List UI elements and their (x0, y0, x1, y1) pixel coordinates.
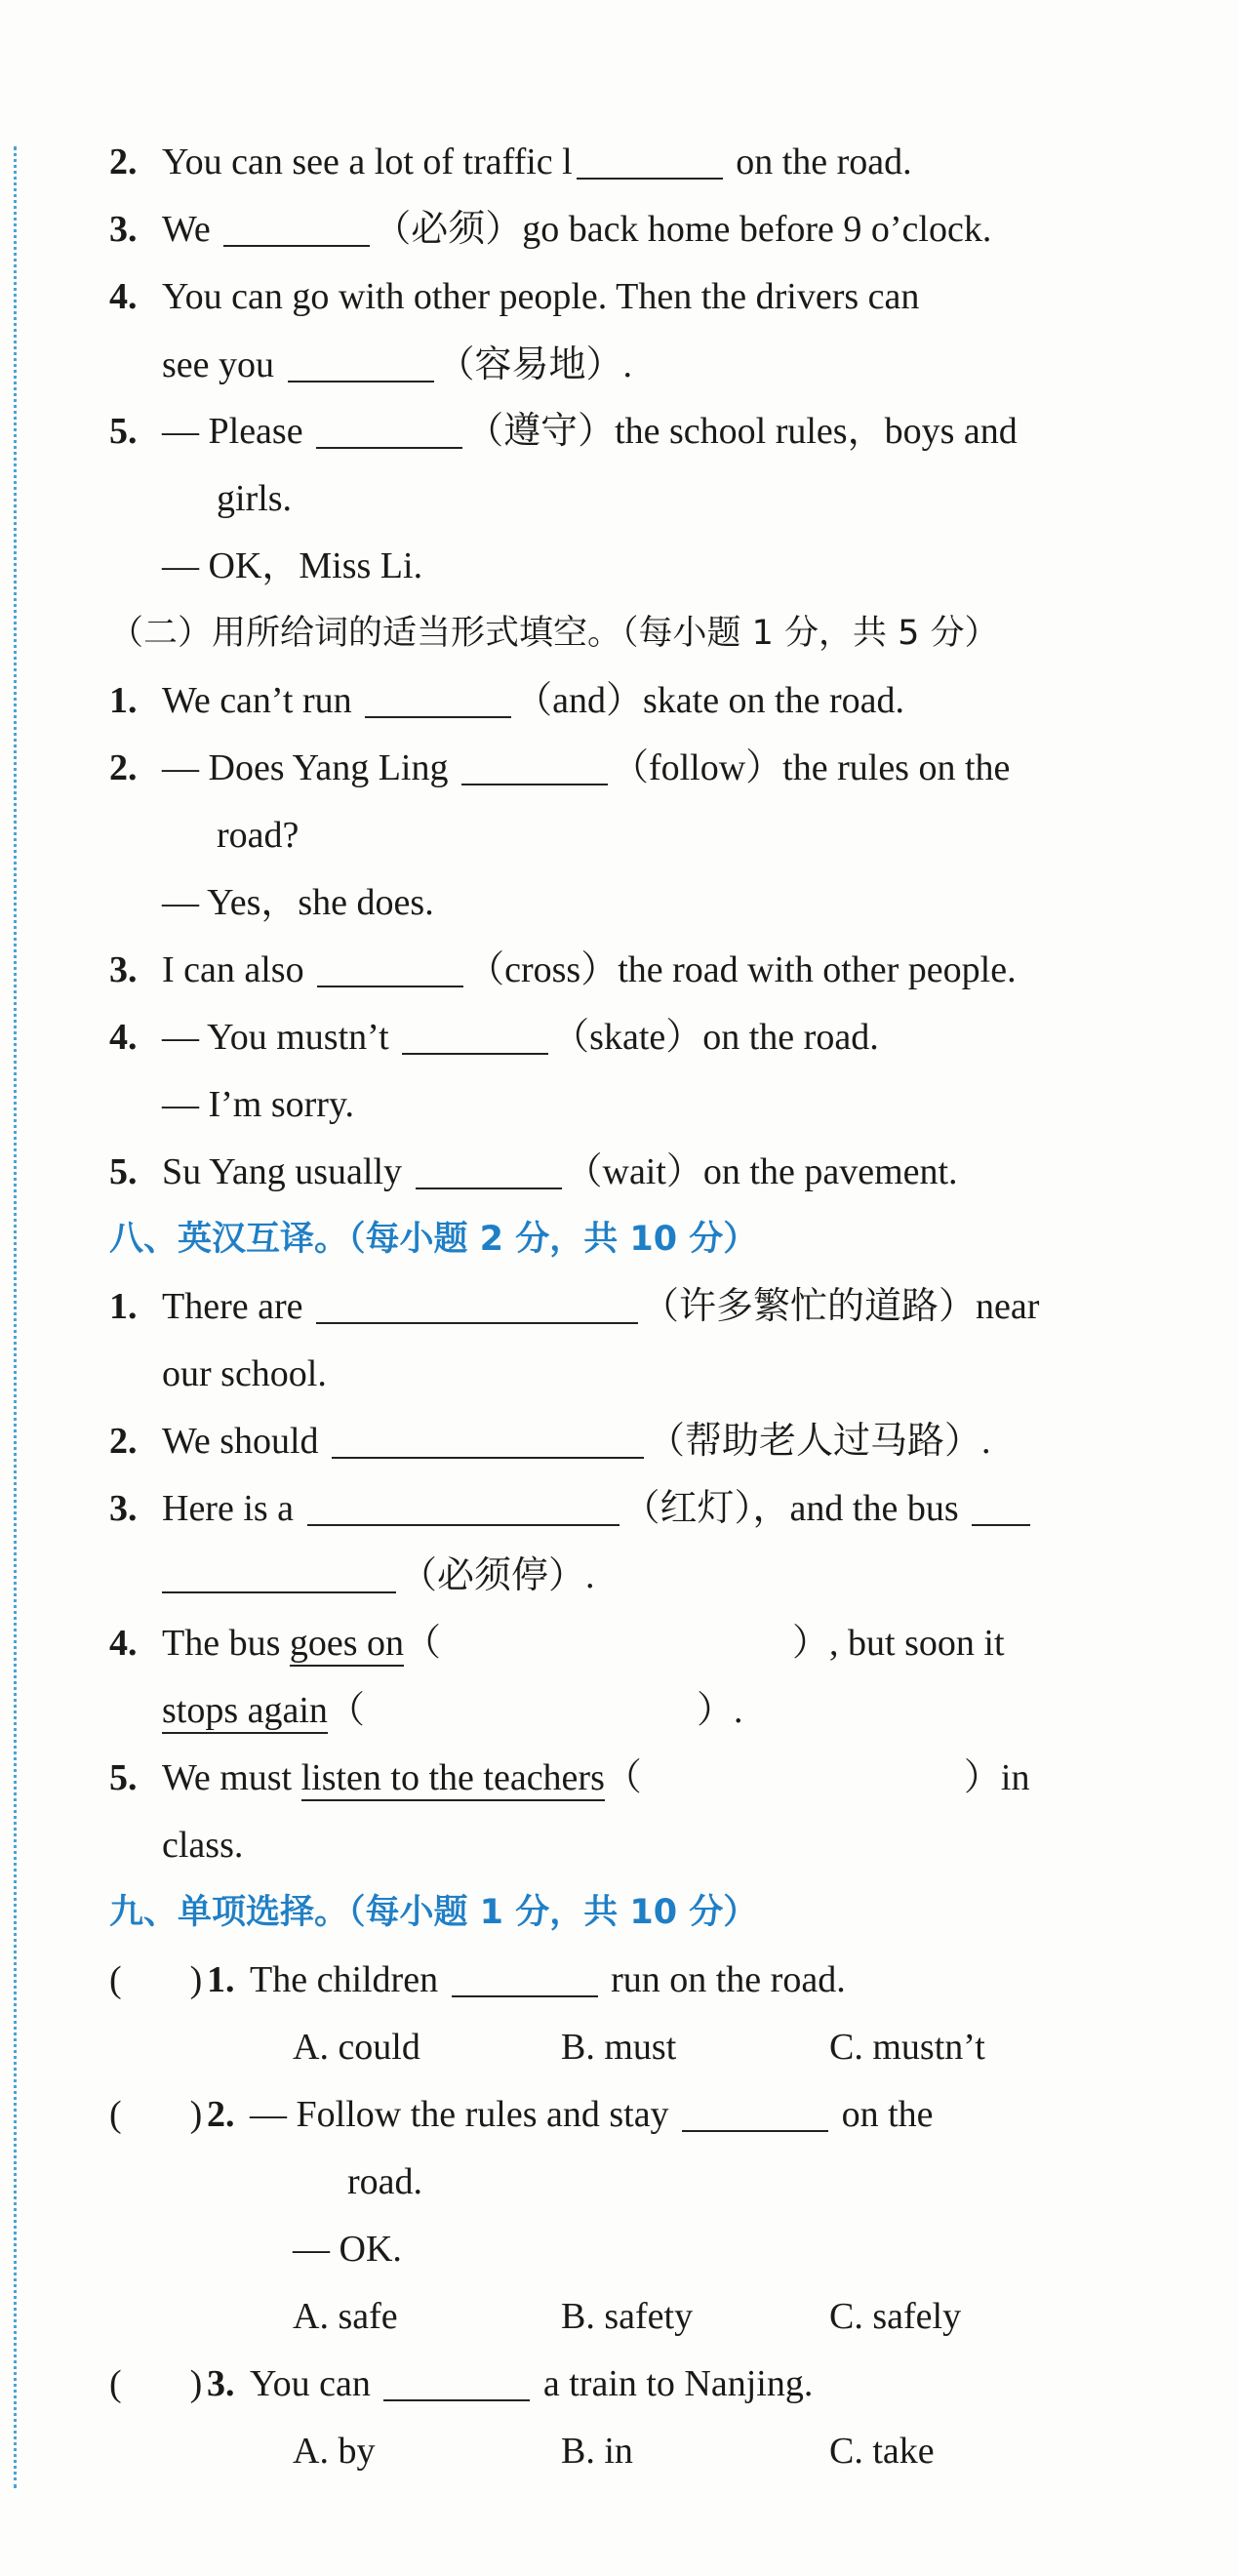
question-b3: 3. I can also （cross）the road with other people. (109, 949, 1017, 990)
option-b[interactable]: B. in (561, 2431, 633, 2472)
option-b[interactable]: B. must (561, 2027, 677, 2068)
question-b1: 1. We can’t run （and）skate on the road. (109, 680, 904, 721)
question-a5-line3: — OK，Miss Li. (162, 545, 423, 586)
question-9-2: ( ) 2. — Follow the rules and stay on the (109, 2089, 934, 2140)
option-c[interactable]: C. take (829, 2431, 935, 2472)
section-heading-translation: 八、英汉互译。（每小题 2 分，共 10 分） (109, 1220, 758, 1259)
question-8-1: 1. There are （许多繁忙的道路）near (109, 1286, 1040, 1327)
answer-blank[interactable] (288, 343, 434, 382)
question-9-2-line2: road. (347, 2161, 423, 2202)
answer-blank[interactable] (317, 948, 463, 987)
question-a2: 2. You can see a lot of traffic l on the road. (109, 141, 912, 182)
answer-blank[interactable] (316, 1285, 638, 1324)
question-a5: 5. — Please （遵守）the school rules，boys and (109, 411, 1018, 452)
question-9-3-options (293, 2426, 1098, 2476)
answer-paren[interactable]: ( ) (109, 2363, 203, 2404)
binding-margin-line (14, 146, 17, 2488)
section-heading-multiple-choice: 九、单项选择。（每小题 1 分，共 10 分） (109, 1893, 758, 1932)
answer-blank[interactable] (461, 746, 608, 785)
question-8-5: 5. We must listen to the teachers（ ）in (109, 1752, 1029, 1803)
answer-blank[interactable] (316, 410, 462, 449)
question-9-1: ( ) 1. The children run on the road. (109, 1954, 846, 2005)
option-a[interactable]: A. by (293, 2431, 376, 2472)
question-9-3: ( ) 3. You can a train to Nanjing. (109, 2358, 813, 2409)
option-a[interactable]: A. safe (293, 2296, 398, 2337)
question-8-1-line2: our school. (162, 1353, 327, 1394)
section-heading-fill-form: （二）用所给词的适当形式填空。（每小题 1 分，共 5 分） (109, 614, 999, 653)
answer-blank[interactable] (452, 1958, 598, 1997)
option-a[interactable]: A. could (293, 2027, 420, 2068)
answer-paren[interactable]: ( ) (109, 2094, 203, 2135)
answer-blank[interactable] (972, 1487, 1030, 1526)
option-b[interactable]: B. safety (561, 2296, 694, 2337)
question-b2-line3: — Yes，she does. (162, 882, 434, 923)
question-b4: 4. — You mustn’t （skate）on the road. (109, 1017, 879, 1058)
answer-blank[interactable] (682, 2093, 828, 2132)
answer-blank[interactable] (223, 208, 370, 247)
question-b5: 5. Su Yang usually （wait）on the pavement. (109, 1151, 958, 1192)
question-8-2: 2. We should （帮助老人过马路）. (109, 1421, 991, 1462)
question-a5-line2: girls. (217, 478, 293, 519)
question-a4-line2: see you （容易地）. (162, 344, 633, 385)
question-8-5-line2: class. (162, 1825, 244, 1866)
question-9-2-options (293, 2291, 1098, 2342)
question-8-3-line2: （必须停）. (162, 1550, 595, 1601)
answer-blank[interactable] (332, 1420, 644, 1459)
question-8-3: 3. Here is a （红灯），and the bus (109, 1483, 1034, 1534)
question-8-4: 4. The bus goes on（ ）, but soon it (109, 1618, 1005, 1669)
question-b4-line2: — I’m sorry. (162, 1084, 354, 1125)
question-9-2-line3: — OK. (293, 2229, 402, 2270)
answer-blank[interactable] (383, 2362, 530, 2401)
question-a3: 3. We （必须）go back home before 9 o’clock. (109, 209, 992, 250)
question-8-4-line2: stops again（ ）. (162, 1685, 742, 1736)
answer-paren[interactable]: ( ) (109, 1959, 203, 2000)
question-b2: 2. — Does Yang Ling （follow）the rules on the (109, 747, 1011, 788)
question-b2-line2: road? (217, 815, 300, 856)
option-c[interactable]: C. mustn’t (829, 2027, 985, 2068)
answer-blank[interactable] (307, 1487, 620, 1526)
answer-blank[interactable] (416, 1150, 562, 1189)
question-9-1-options (293, 2022, 1098, 2073)
answer-blank[interactable] (577, 141, 723, 180)
answer-blank[interactable] (365, 679, 511, 718)
answer-blank[interactable] (162, 1554, 396, 1593)
answer-blank[interactable] (402, 1016, 548, 1055)
question-a4: 4. You can go with other people. Then the drivers can (109, 276, 920, 317)
option-c[interactable]: C. safely (829, 2296, 962, 2337)
